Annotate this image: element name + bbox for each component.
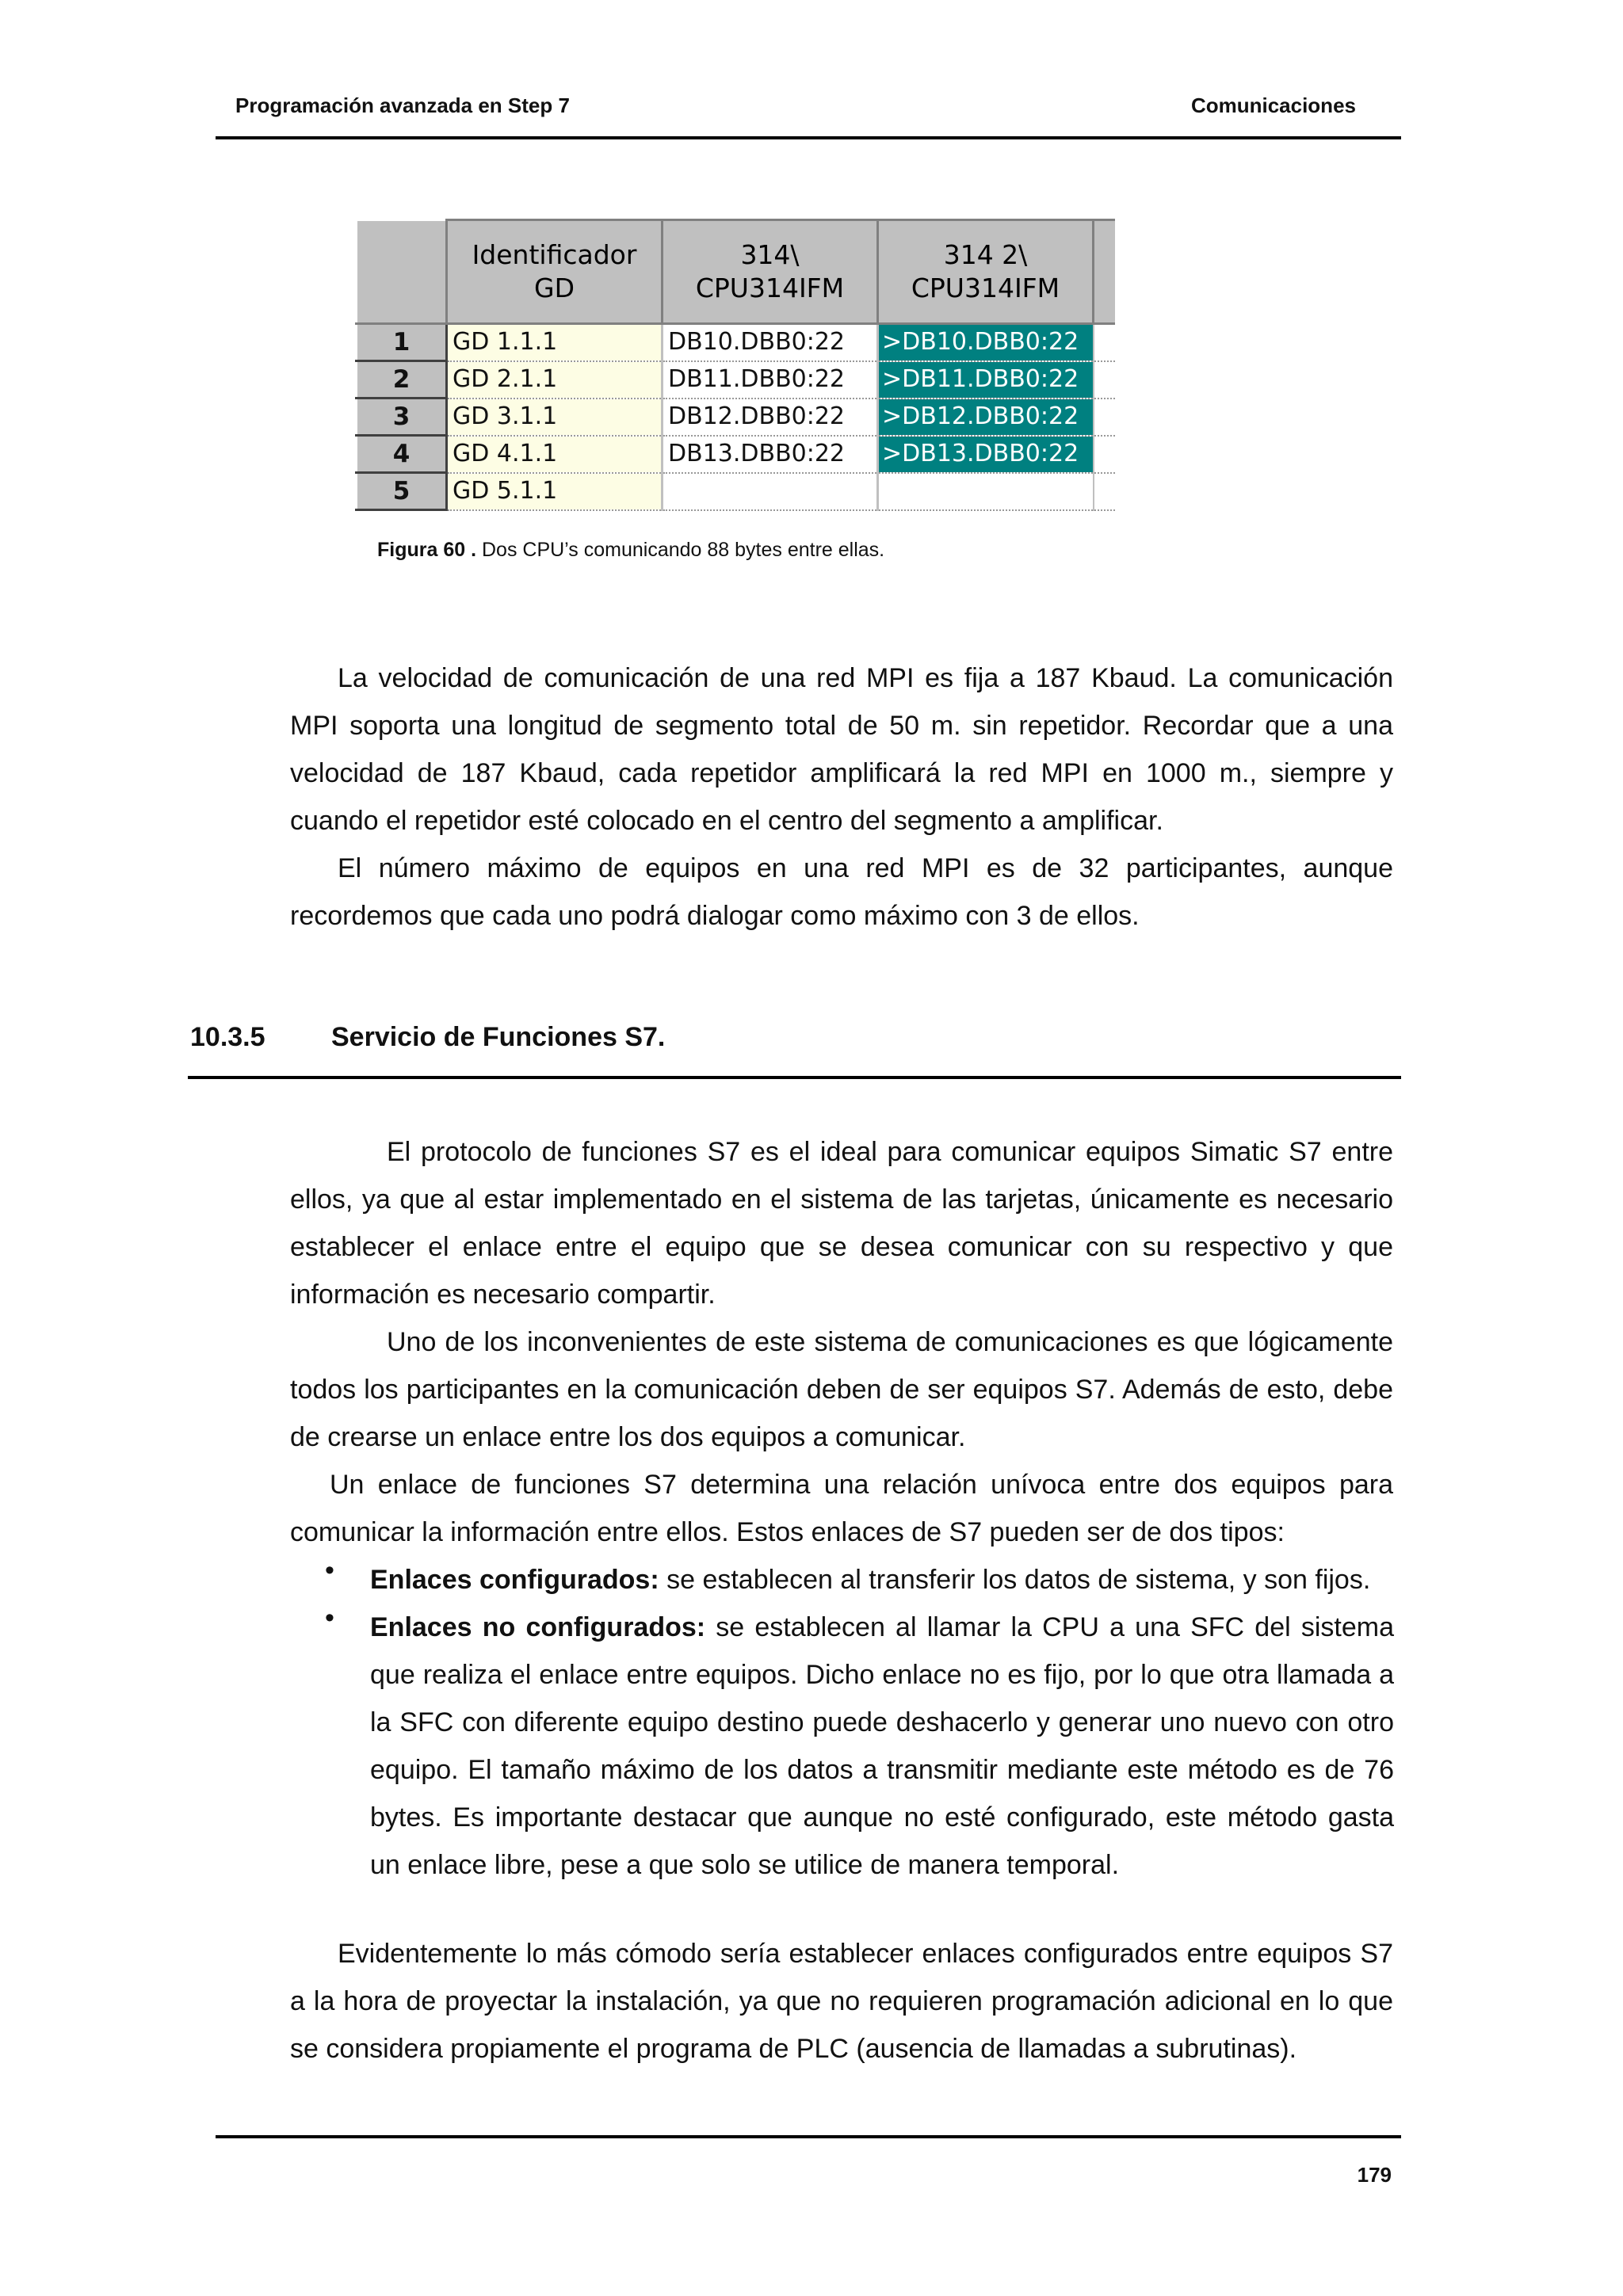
figure-caption-label: Figura 60 .: [377, 539, 477, 561]
bullet-text: se establecen al transferir los datos de sistema, y son fijos.: [659, 1565, 1371, 1595]
header-divider: [216, 136, 1401, 139]
cpu-314-2-cell[interactable]: >DB13.DBB0:22: [878, 436, 1094, 473]
cpu-314-2-cell[interactable]: >DB10.DBB0:22: [878, 324, 1094, 361]
column-header-line: 314 2\: [943, 239, 1028, 270]
overflow-cell: [1094, 436, 1115, 473]
table-row: [357, 473, 1115, 510]
cpu-314-cell[interactable]: [663, 473, 878, 510]
cpu-314-2-cell[interactable]: >DB11.DBB0:22: [878, 361, 1094, 399]
section-number: 10.3.5: [190, 1022, 265, 1052]
page-number: 179: [1357, 2163, 1392, 2187]
bullet-marker: •: [325, 1603, 334, 1633]
column-header-overflow: [1094, 220, 1115, 324]
overflow-cell: [1094, 399, 1115, 436]
gd-table-header-row: [357, 220, 1115, 324]
row-number[interactable]: 2: [357, 361, 447, 399]
bullet-label: Enlaces configurados:: [370, 1565, 659, 1595]
paragraph-s7-protocol: El protocolo de funciones S7 es el ideal para comunicar equipos Simatic S7 entre ellos, ya que al estar implementado en el sistema de las tarjetas, únicamente es necesario establecer el enlace entre el equipo que se desea comunicar con su respectivo y que información es necesario compartir.: [290, 1137, 1393, 1310]
paragraph-s7-link: Un enlace de funciones S7 determina una relación unívoca entre dos equipos para comunicar la información entre ellos. Estos enlaces de S7 pueden ser de dos tipos:: [290, 1470, 1393, 1547]
cpu-314-cell[interactable]: DB13.DBB0:22: [663, 436, 878, 473]
figure-caption-text: Dos CPU’s comunicando 88 bytes entre ellas.: [476, 539, 885, 561]
gd-id-cell[interactable]: GD 4.1.1: [447, 436, 663, 473]
bullet-marker: •: [325, 1555, 334, 1585]
column-header-line: CPU314IFM: [695, 273, 845, 303]
bullet-unconfigured-links: [370, 1604, 1394, 1889]
column-header-line: CPU314IFM: [911, 273, 1060, 303]
column-header-line: 314\: [740, 239, 800, 270]
row-number[interactable]: 1: [357, 324, 447, 361]
section-title: Servicio de Funciones S7.: [331, 1022, 666, 1052]
table-row: [357, 436, 1115, 473]
paragraph-mpi-speed: La velocidad de comunicación de una red MPI es fija a 187 Kbaud. La comunicación MPI soporta una longitud de segmento total de 50 m. sin repetidor. Recordar que a una velocidad de 187 Kbaud, cada repetidor amplificará la red MPI en 1000 m., siempre y cuando el repetidor esté colocado en el centro del segmento a amplificar.: [290, 663, 1393, 836]
gd-id-cell[interactable]: GD 1.1.1: [447, 324, 663, 361]
gd-id-cell[interactable]: GD 5.1.1: [447, 473, 663, 510]
row-number[interactable]: 4: [357, 436, 447, 473]
column-header-cpu-314[interactable]: [663, 220, 878, 324]
column-header-line: Identificador: [472, 239, 637, 270]
bullet-label: Enlaces no configurados:: [370, 1612, 706, 1642]
row-number[interactable]: 5: [357, 473, 447, 510]
section-divider: [188, 1076, 1401, 1079]
figure-caption: [377, 539, 884, 562]
cpu-314-cell[interactable]: DB10.DBB0:22: [663, 324, 878, 361]
paragraph-conclusion: Evidentemente lo más cómodo sería establecer enlaces configurados entre equipos S7 a la hora de proyectar la instalación, ya que no requieren programación adicional en lo que se considera propiamente el programa de PLC (ausencia de llamadas a subrutinas).: [290, 1939, 1393, 2064]
table-row: [357, 361, 1115, 399]
cpu-314-2-cell[interactable]: >DB12.DBB0:22: [878, 399, 1094, 436]
paragraph-s7-drawbacks: Uno de los inconvenientes de este sistema de comunicaciones es que lógicamente todos los participantes en la comunicación deben de ser equipos S7. Además de esto, debe de crearse un enlace entre los dos equipos a comunicar.: [290, 1327, 1393, 1452]
running-header-title: Programación avanzada en Step 7: [235, 93, 570, 117]
cpu-314-cell[interactable]: DB12.DBB0:22: [663, 399, 878, 436]
column-header-line: GD: [534, 273, 575, 303]
column-header-gd-id[interactable]: [447, 220, 663, 324]
running-header-chapter: Comunicaciones: [1190, 93, 1356, 117]
table-row: [357, 324, 1115, 361]
bullet-configured-links: [370, 1556, 1394, 1604]
paragraph-mpi-participants: El número máximo de equipos en una red MPI es de 32 participantes, aunque recordemos que cada uno podrá dialogar como máximo con 3 de ellos.: [290, 853, 1393, 931]
bullet-text: se establecen al llamar la CPU a una SFC del sistema que realiza el enlace entre equipos. Dicho enlace no es fijo, por lo que otra llamada a la SFC con diferente equipo destino puede deshacerlo y generar uno nuevo con otro equipo. El tamaño máximo de los datos a transmitir mediante este método es de 76 bytes. Es importante destacar que aunque no esté configurado, este método gasta un enlace libre, pese a que solo se utilice de manera temporal.: [370, 1612, 1394, 1880]
overflow-cell: [1094, 473, 1115, 510]
overflow-cell: [1094, 324, 1115, 361]
cpu-314-2-cell[interactable]: [878, 473, 1094, 510]
table-row: [357, 399, 1115, 436]
overflow-cell: [1094, 361, 1115, 399]
gd-table: [355, 219, 1115, 511]
footer-divider: [216, 2135, 1401, 2138]
row-number[interactable]: 3: [357, 399, 447, 436]
gd-id-cell[interactable]: GD 3.1.1: [447, 399, 663, 436]
cpu-314-cell[interactable]: DB11.DBB0:22: [663, 361, 878, 399]
column-header-cpu-314-2[interactable]: [878, 220, 1094, 324]
table-corner-cell[interactable]: [357, 220, 447, 324]
gd-id-cell[interactable]: GD 2.1.1: [447, 361, 663, 399]
